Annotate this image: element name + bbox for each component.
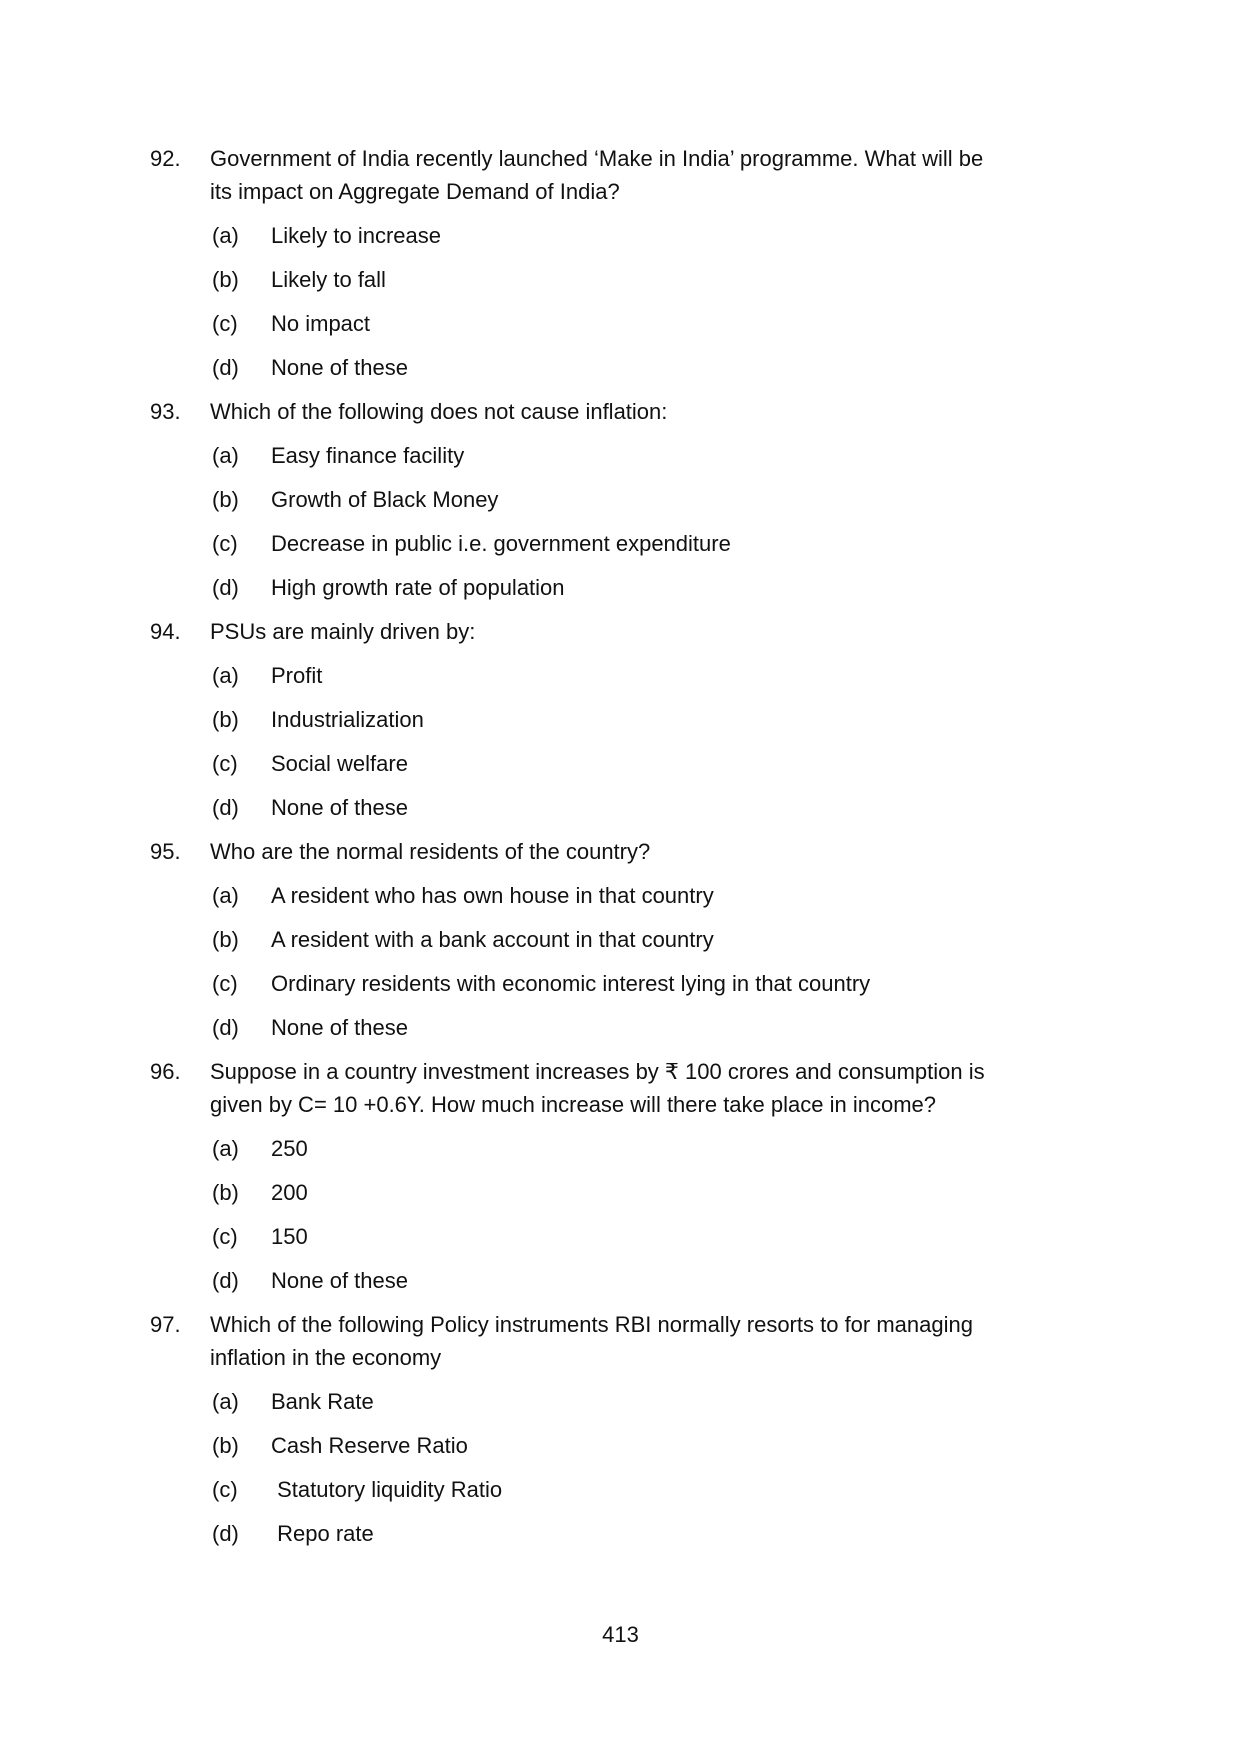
option-text: Likely to increase (271, 223, 441, 248)
option-label: (a) (212, 443, 239, 468)
question-95 (150, 835, 1241, 1044)
question-head (150, 1055, 1241, 1121)
question-94 (150, 615, 1241, 824)
question-text: PSUs are mainly driven by: (210, 619, 476, 644)
option-label: (d) (212, 1015, 239, 1040)
option-label: (b) (212, 1433, 239, 1458)
option-row (212, 219, 1241, 252)
option-text: Social welfare (271, 751, 408, 776)
option-row (212, 527, 1241, 560)
question-number: 95. (150, 839, 181, 864)
option-list (212, 439, 1241, 604)
option-label: (d) (212, 575, 239, 600)
question-head (150, 1308, 1241, 1374)
option-row (212, 1220, 1241, 1253)
option-text: Growth of Black Money (271, 487, 499, 512)
option-row (212, 659, 1241, 692)
option-text: A resident who has own house in that country (271, 883, 714, 908)
option-label: (c) (212, 751, 238, 776)
option-label: (a) (212, 1389, 239, 1414)
option-row (212, 747, 1241, 780)
option-text: Industrialization (271, 707, 424, 732)
option-row (212, 483, 1241, 516)
question-number: 93. (150, 399, 181, 424)
option-text: None of these (271, 795, 408, 820)
option-row (212, 923, 1241, 956)
option-list (212, 879, 1241, 1044)
option-row (212, 351, 1241, 384)
option-row (212, 571, 1241, 604)
option-row (212, 967, 1241, 1000)
option-row (212, 1264, 1241, 1297)
option-label: (c) (212, 1477, 238, 1502)
question-text: Government of India recently launched ‘Make in India’ programme. What will be its impact on Aggregate Demand of India? (210, 146, 984, 204)
option-label: (d) (212, 355, 239, 380)
option-label: (c) (212, 971, 238, 996)
option-label: (b) (212, 927, 239, 952)
question-number: 92. (150, 146, 181, 171)
option-label: (a) (212, 663, 239, 688)
question-head (150, 142, 1241, 208)
question-97 (150, 1308, 1241, 1550)
option-label: (b) (212, 267, 239, 292)
option-label: (c) (212, 531, 238, 556)
question-number: 96. (150, 1059, 181, 1084)
option-row (212, 1011, 1241, 1044)
option-row (212, 1429, 1241, 1462)
option-row (212, 791, 1241, 824)
option-row (212, 307, 1241, 340)
question-head (150, 615, 1241, 648)
option-text: High growth rate of population (271, 575, 565, 600)
option-label: (c) (212, 1224, 238, 1249)
option-text: Repo rate (271, 1521, 374, 1546)
question-text: Which of the following Policy instruments RBI normally resorts to for managing inflation in the economy (210, 1312, 973, 1370)
page-number: 413 (602, 1622, 639, 1647)
option-row (212, 1517, 1241, 1550)
question-93 (150, 395, 1241, 604)
option-row (212, 1132, 1241, 1165)
option-text: None of these (271, 1015, 408, 1040)
option-text: Likely to fall (271, 267, 386, 292)
option-text: 150 (271, 1224, 308, 1249)
question-number: 97. (150, 1312, 181, 1337)
question-text: Which of the following does not cause inflation: (210, 399, 668, 424)
option-label: (d) (212, 795, 239, 820)
option-list (212, 659, 1241, 824)
option-text: Cash Reserve Ratio (271, 1433, 468, 1458)
option-list (212, 1385, 1241, 1550)
option-label: (a) (212, 883, 239, 908)
option-label: (d) (212, 1521, 239, 1546)
option-text: None of these (271, 355, 408, 380)
question-text: Suppose in a country investment increases by ₹ 100 crores and consumption is given by C= 10 +0.6Y. How much increase will there take place in income? (210, 1059, 985, 1117)
option-row (212, 879, 1241, 912)
question-number: 94. (150, 619, 181, 644)
option-row (212, 263, 1241, 296)
option-label: (b) (212, 707, 239, 732)
question-96 (150, 1055, 1241, 1297)
option-text: A resident with a bank account in that country (271, 927, 714, 952)
option-text: 200 (271, 1180, 308, 1205)
option-row (212, 1176, 1241, 1209)
option-list (212, 219, 1241, 384)
option-text: No impact (271, 311, 371, 336)
option-label: (d) (212, 1268, 239, 1293)
option-text: Decrease in public i.e. government expenditure (271, 531, 731, 556)
option-row (212, 703, 1241, 736)
option-row (212, 1473, 1241, 1506)
option-text: Profit (271, 663, 323, 688)
option-row (212, 1385, 1241, 1418)
question-92 (150, 142, 1241, 384)
option-label: (b) (212, 1180, 239, 1205)
option-text: Statutory liquidity Ratio (271, 1477, 503, 1502)
option-label: (a) (212, 1136, 239, 1161)
option-label: (c) (212, 311, 238, 336)
question-head (150, 395, 1241, 428)
option-row (212, 439, 1241, 472)
option-text: Bank Rate (271, 1389, 374, 1414)
option-list (212, 1132, 1241, 1297)
option-label: (a) (212, 223, 239, 248)
option-text: 250 (271, 1136, 308, 1161)
option-text: Ordinary residents with economic interest lying in that country (271, 971, 871, 996)
question-head (150, 835, 1241, 868)
option-label: (b) (212, 487, 239, 512)
question-text: Who are the normal residents of the country? (210, 839, 651, 864)
option-text: None of these (271, 1268, 408, 1293)
option-text: Easy finance facility (271, 443, 465, 468)
